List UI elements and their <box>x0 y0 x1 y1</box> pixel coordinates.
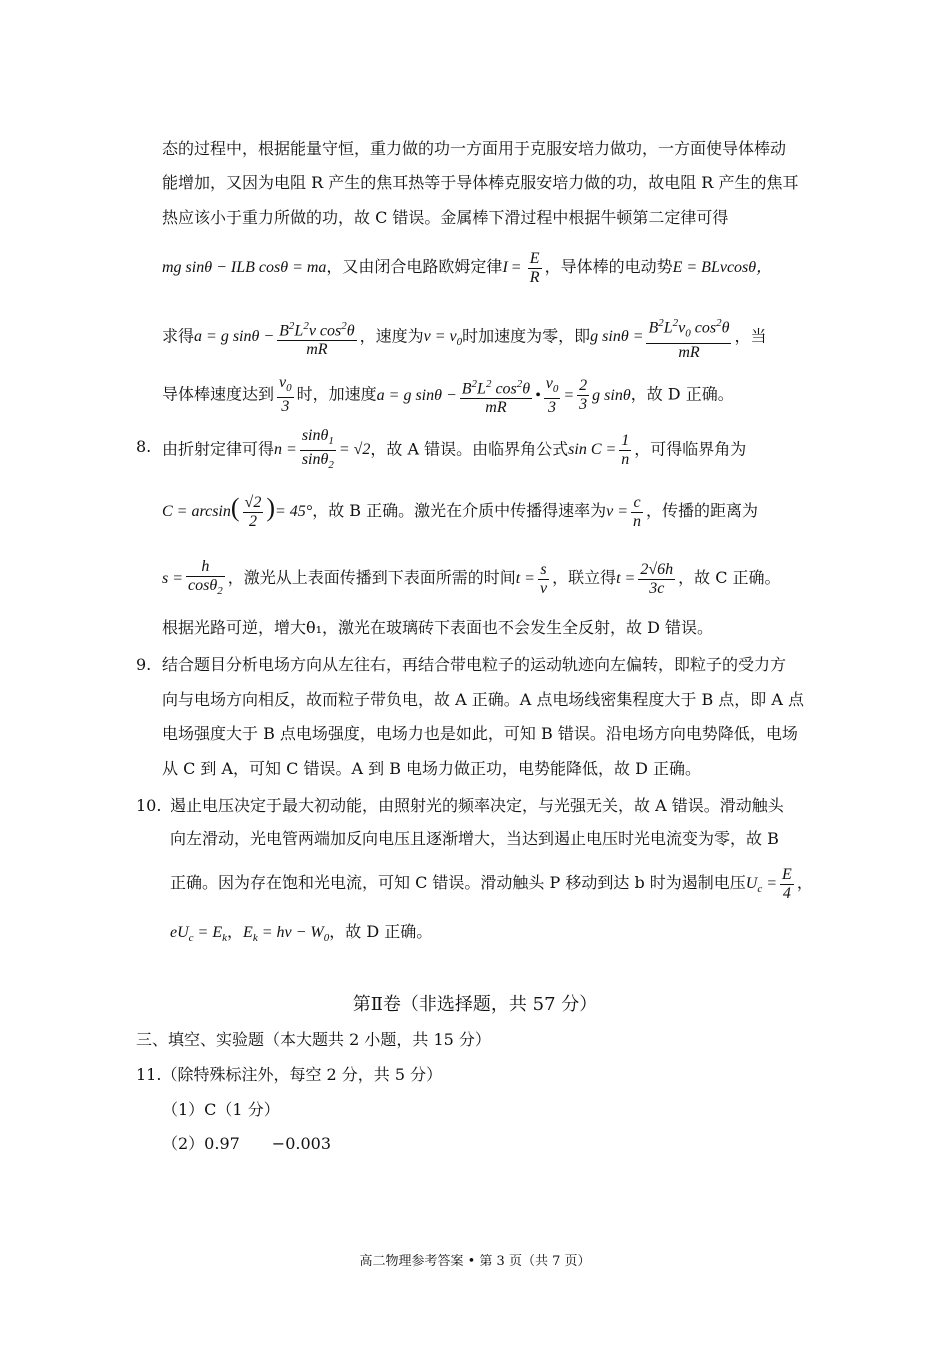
text-line: 根据光路可逆，增大θ₁，激光在玻璃砖下表面也不会发生全反射，故 D 错误。 <box>162 618 714 637</box>
text-line: 向与电场方向相反，故而粒子带负电，故 A 正确。A 点电场线密集程度大于 B 点，即 A 点 <box>162 690 805 709</box>
question-number: 9. <box>136 655 152 674</box>
text-line: 向左滑动，光电管两端加反向电压且逐渐增大，当达到遏止电压时光电流变为零，故 B <box>170 829 779 848</box>
text: ，故 C 正确。 <box>678 567 781 587</box>
equation-line: 由折射定律可得n = $\frac{\sin\theta_1}{\sin\theta_2}$ = √2，故 A 错误。由临界角公式sin C = $\frac{1}{n}$ ，可得临界角为 <box>162 427 747 472</box>
page-footer: 高二物理参考答案 • 第 3 页（共 7 页） <box>359 1254 591 1269</box>
equation-line: 导体棒速度达到 $\frac{v_0}{3}$ 时，加速度a = g sinθ − $\frac{B^2L^2 \cos^2\theta}{mR}$ • $\frac{v_0}{3}$ = $\frac{2}{3}$ g sinθ，故 D 正确。 <box>162 374 734 417</box>
question-number: 8. <box>136 437 152 456</box>
emf-equation: E = BLvcosθ， <box>672 259 773 277</box>
text: 导体棒速度达到 <box>162 384 275 404</box>
text: 由折射定律可得 <box>162 439 275 459</box>
text-line: 遏止电压决定于最大初动能，由照射光的频率决定，与光强无关，故 A 错误。滑动触头 <box>170 796 784 815</box>
text-line: 结合题目分析电场方向从左往右，再结合带电粒子的运动轨迹向左偏转，即粒子的受力方 <box>162 655 787 674</box>
text: ，故 D 正确。 <box>329 922 433 941</box>
question-header: 11.（除特殊标注外，每空 2 分，共 5 分） <box>136 1065 443 1084</box>
equation-line: mg sinθ − ILB cosθ = ma，又由闭合电路欧姆定律I = $\frac{E}{R}$ ，导体棒的电动势E = BLvcosθ， <box>162 250 773 286</box>
text: ，故 D 正确。 <box>630 384 734 404</box>
answer-line: （1）C（1 分） <box>162 1100 280 1119</box>
equation-line: $eU_c = E_k$，$E_k = h\nu - W_0$，故 D 正确。 <box>170 922 433 945</box>
text: ，联立得 <box>552 567 617 587</box>
text: 时，加速度 <box>296 384 377 404</box>
text-line: 从 C 到 A，可知 C 错误。A 到 B 电场力做正功，电势能降低，故 D 正确。 <box>162 759 702 778</box>
text-line: 态的过程中，根据能量守恒，重力做的功一方面用于克服安培力做功，一方面使导体棒动 <box>162 139 787 158</box>
text: ，又由闭合电路欧姆定律 <box>326 257 503 277</box>
equation-line: 求得a = g sinθ − $\frac{B^2L^2v \cos^2\theta}{mR}$ ，速度为$v = v_0$时加速度为零，即g sinθ = $\frac{B^2L^2v_0 \cos^2\theta}{mR}$ ，当 <box>162 314 766 362</box>
text: ，激光从上表面传播到下表面所需的时间 <box>227 567 516 587</box>
equation-line: 正确。因为存在饱和光电流，可知 C 错误。滑动触头 P 移动到达 b 时为遏制电压$U_c$ = $\frac{E}{4}$ ， <box>170 866 813 902</box>
question-number: 10. <box>136 796 162 815</box>
text: 时加速度为零，即 <box>462 326 591 346</box>
text: ，传播的距离为 <box>646 501 759 521</box>
section-title: 第Ⅱ卷（非选择题，共 57 分） <box>352 994 598 1015</box>
text: ，可得临界角为 <box>634 439 747 459</box>
section-heading: 三、填空、实验题（本大题共 2 小题，共 15 分） <box>136 1030 491 1049</box>
equation-line: C = arcsin( $\frac{√2}{2}$ )= 45°，故 B 正确。激光在介质中传播得速率为v = $\frac{c}{n}$ ，传播的距离为 <box>162 493 759 530</box>
text: ， <box>227 922 244 941</box>
newton-equation: mg sinθ − ILB cosθ = ma <box>162 259 327 277</box>
text: 正确。因为存在饱和光电流，可知 C 错误。滑动触头 P 移动到达 b 时为遏制电压 <box>170 873 746 893</box>
text: ，速度为 <box>359 326 424 346</box>
text-line: 热应该小于重力所做的功，故 C 错误。金属棒下滑过程中根据牛顿第二定律可得 <box>162 208 729 227</box>
text-line: 能增加，又因为电阻 R 产生的焦耳热等于导体棒克服安培力做的功，故电阻 R 产生的焦耳 <box>162 173 799 192</box>
text: 求得 <box>162 326 195 346</box>
text: ，故 B 正确。激光在介质中传播得速率为 <box>312 501 607 521</box>
text: ，导体棒的电动势 <box>544 257 673 277</box>
answer-line: （2）0.97 −0.003 <box>162 1134 332 1153</box>
text: ，故 A 错误。由临界角公式 <box>370 439 569 459</box>
text-line: 电场强度大于 B 点电场强度，电场力也是如此，可知 B 错误。沿电场方向电势降低，电场 <box>162 724 798 743</box>
text: ，当 <box>734 326 767 346</box>
equation-line: s = $\frac{h}{\cos\theta_2}$ ，激光从上表面传播到下表面所需的时间t = $\frac{s}{v}$ ，联立得t = $\frac{2√6h}{3c}$ ，故 C 正确。 <box>162 558 781 598</box>
